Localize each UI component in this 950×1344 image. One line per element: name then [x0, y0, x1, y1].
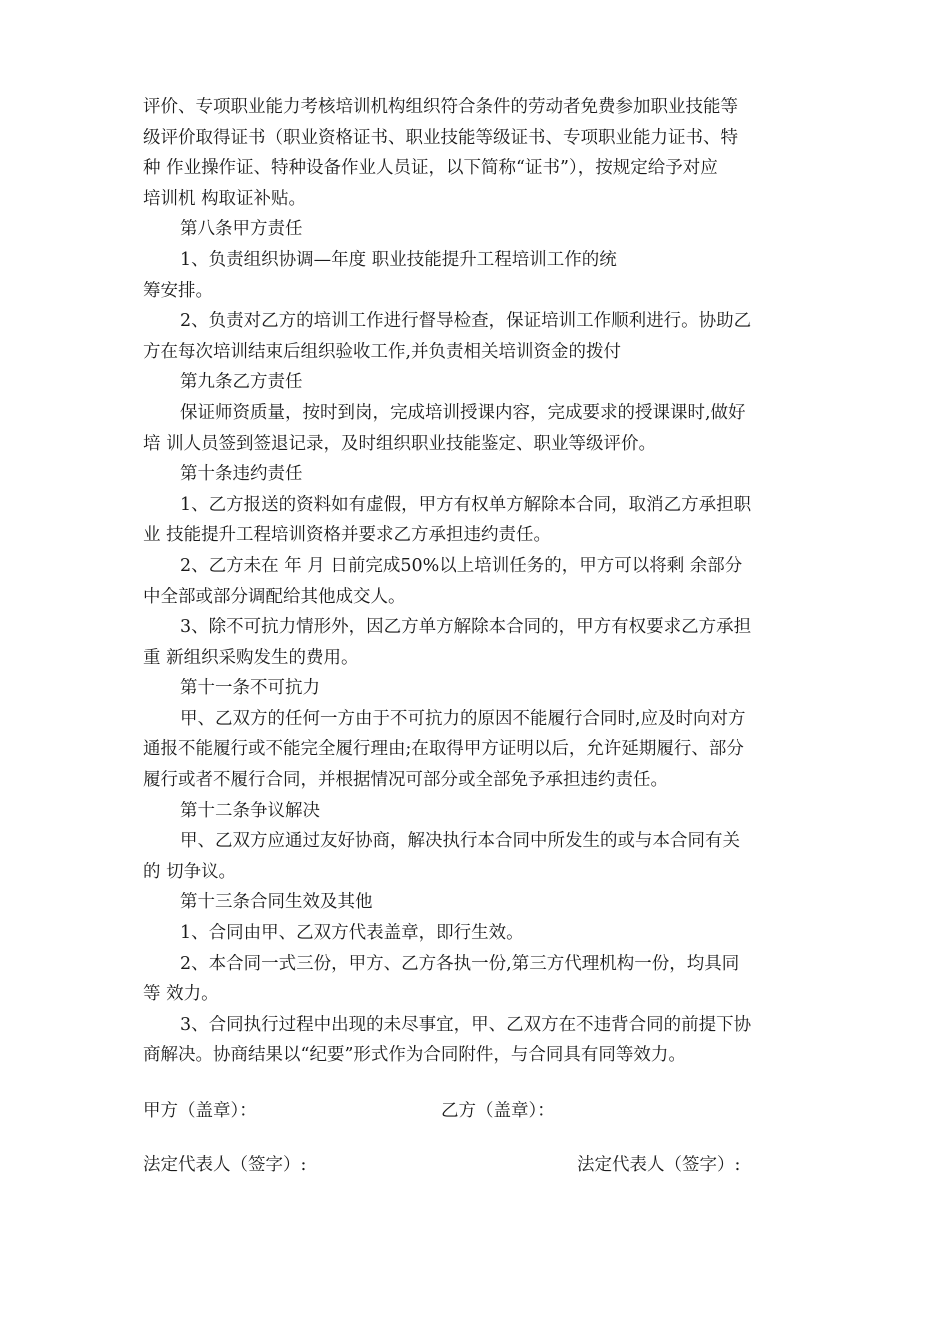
text-line: 保证师资质量，按时到岗，完成培训授课内容，完成要求的授课课时,做好 — [180, 402, 746, 423]
text-line: 级评价取得证书（职业资格证书、职业技能等级证书、专项职业能力证书、特 — [143, 127, 738, 148]
text-line: 甲、乙双方应通过友好协商，解决执行本合同中所发生的或与本合同有关 — [180, 831, 740, 852]
text-line: 方在每次培训结束后组织验收工作,并负责相关培训资金的拨付 — [143, 341, 622, 362]
text-line: 1、乙方报送的资料如有虚假，甲方有权单方解除本合同，取消乙方承担职 — [180, 494, 752, 515]
text-line: 第十一条不可抗力 — [180, 678, 320, 699]
text-line: 1、合同由甲、乙双方代表盖章，即行生效。 — [180, 923, 524, 944]
party-b-representative-label: 法定代表人（签字）: — [577, 1155, 741, 1175]
text-line: 中全部或部分调配给其他成交人。 — [143, 586, 406, 607]
text-line: 2、乙方未在 年 月 日前完成50%以上培训任务的，甲方可以将剩 余部分 — [180, 555, 743, 576]
text-line: 2、负责对乙方的培训工作进行督导检查，保证培训工作顺利进行。协助乙 — [180, 311, 752, 332]
text-line: 第十条违约责任 — [180, 464, 303, 485]
text-line: 培 训人员签到签退记录，及时组织职业技能鉴定、职业等级评价。 — [143, 433, 657, 454]
text-line: 等 效力。 — [143, 984, 219, 1005]
text-line: 商解决。协商结果以“纪要”形式作为合同附件，与合同具有同等效力。 — [143, 1045, 686, 1066]
text-line: 的 切争议。 — [143, 861, 237, 882]
text-line: 第九条乙方责任 — [180, 372, 303, 393]
text-line: 评价、专项职业能力考核培训机构组织符合条件的劳动者免费参加职业技能等 — [143, 97, 738, 117]
text-line: 种 作业操作证、特种设备作业人员证，以下简称“证书”），按规定给予对应 — [143, 158, 718, 179]
text-line: 培训机 构取证补贴。 — [143, 188, 307, 209]
text-line: 3、合同执行过程中出现的未尽事宜，甲、乙双方在不违背合同的前提下协 — [180, 1014, 752, 1035]
contract-body — [143, 92, 811, 1071]
text-line: 3、除不可抗力情形外，因乙方单方解除本合同的，甲方有权要求乙方承担 — [180, 617, 752, 638]
text-line: 甲、乙双方的任何一方由于不可抗力的原因不能履行合同时,应及时向对方 — [180, 708, 746, 729]
text-line: 第十三条合同生效及其他 — [180, 892, 373, 913]
text-line: 履行或者不履行合同，并根据情况可部分或全部免予承担违约责任。 — [143, 770, 668, 791]
text-line: 1、负责组织协调—年度 职业技能提升工程培训工作的统 — [180, 249, 617, 270]
text-line: 筹安排。 — [143, 280, 213, 301]
text-line: 第十二条争议解决 — [180, 800, 320, 821]
text-line: 重 新组织采购发生的费用。 — [143, 647, 359, 668]
text-line: 2、本合同一式三份，甲方、乙方各执一份,第三方代理机构一份，均具同 — [180, 953, 740, 974]
text-line: 第八条甲方责任 — [180, 219, 303, 240]
party-b-seal-label: 乙方（盖章）： — [441, 1101, 555, 1121]
text-line: 通报不能履行或不能完全履行理由;在取得甲方证明以后，允许延期履行、部分 — [143, 739, 744, 760]
text-line: 业 技能提升工程培训资格并要求乙方承担违约责任。 — [143, 525, 552, 546]
party-a-seal-label: 甲方（盖章）： — [143, 1101, 257, 1121]
party-a-representative-label: 法定代表人（签字）: — [143, 1155, 307, 1175]
